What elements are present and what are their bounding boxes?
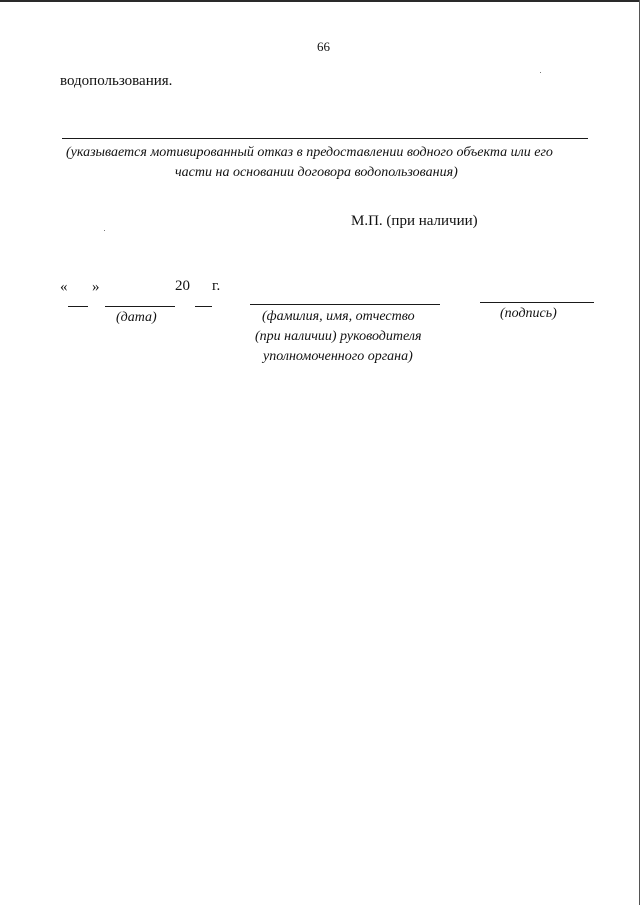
seal-label: М.П. (при наличии) <box>351 213 478 229</box>
scan-speck <box>540 72 541 73</box>
caption-name-line2: (при наличии) руководителя <box>255 329 422 344</box>
signature-line <box>480 302 594 303</box>
date-day-line <box>68 306 88 307</box>
scan-top-edge <box>0 0 640 2</box>
page-number: 66 <box>317 39 330 54</box>
refusal-reason-line <box>62 138 588 139</box>
date-month-line <box>105 306 175 307</box>
caption-name-line3: уполномоченного органа) <box>263 349 413 364</box>
continuation-text: водопользования. <box>60 73 173 89</box>
date-close-quote: » <box>92 279 100 295</box>
date-year-suffix: г. <box>212 278 221 294</box>
refusal-note-line1: (указывается мотивированный отказ в предоставлении водного объекта или его <box>66 145 553 160</box>
refusal-note-line2: части на основании договора водопользования) <box>175 165 458 180</box>
caption-name-line1: (фамилия, имя, отчество <box>262 309 415 324</box>
name-line <box>250 304 440 305</box>
date-year-prefix: 20 <box>175 278 190 294</box>
scan-speck <box>104 230 105 231</box>
date-open-quote: « <box>60 279 68 295</box>
caption-date: (дата) <box>116 310 157 325</box>
date-year-line <box>195 306 212 307</box>
caption-signature: (подпись) <box>500 306 557 321</box>
